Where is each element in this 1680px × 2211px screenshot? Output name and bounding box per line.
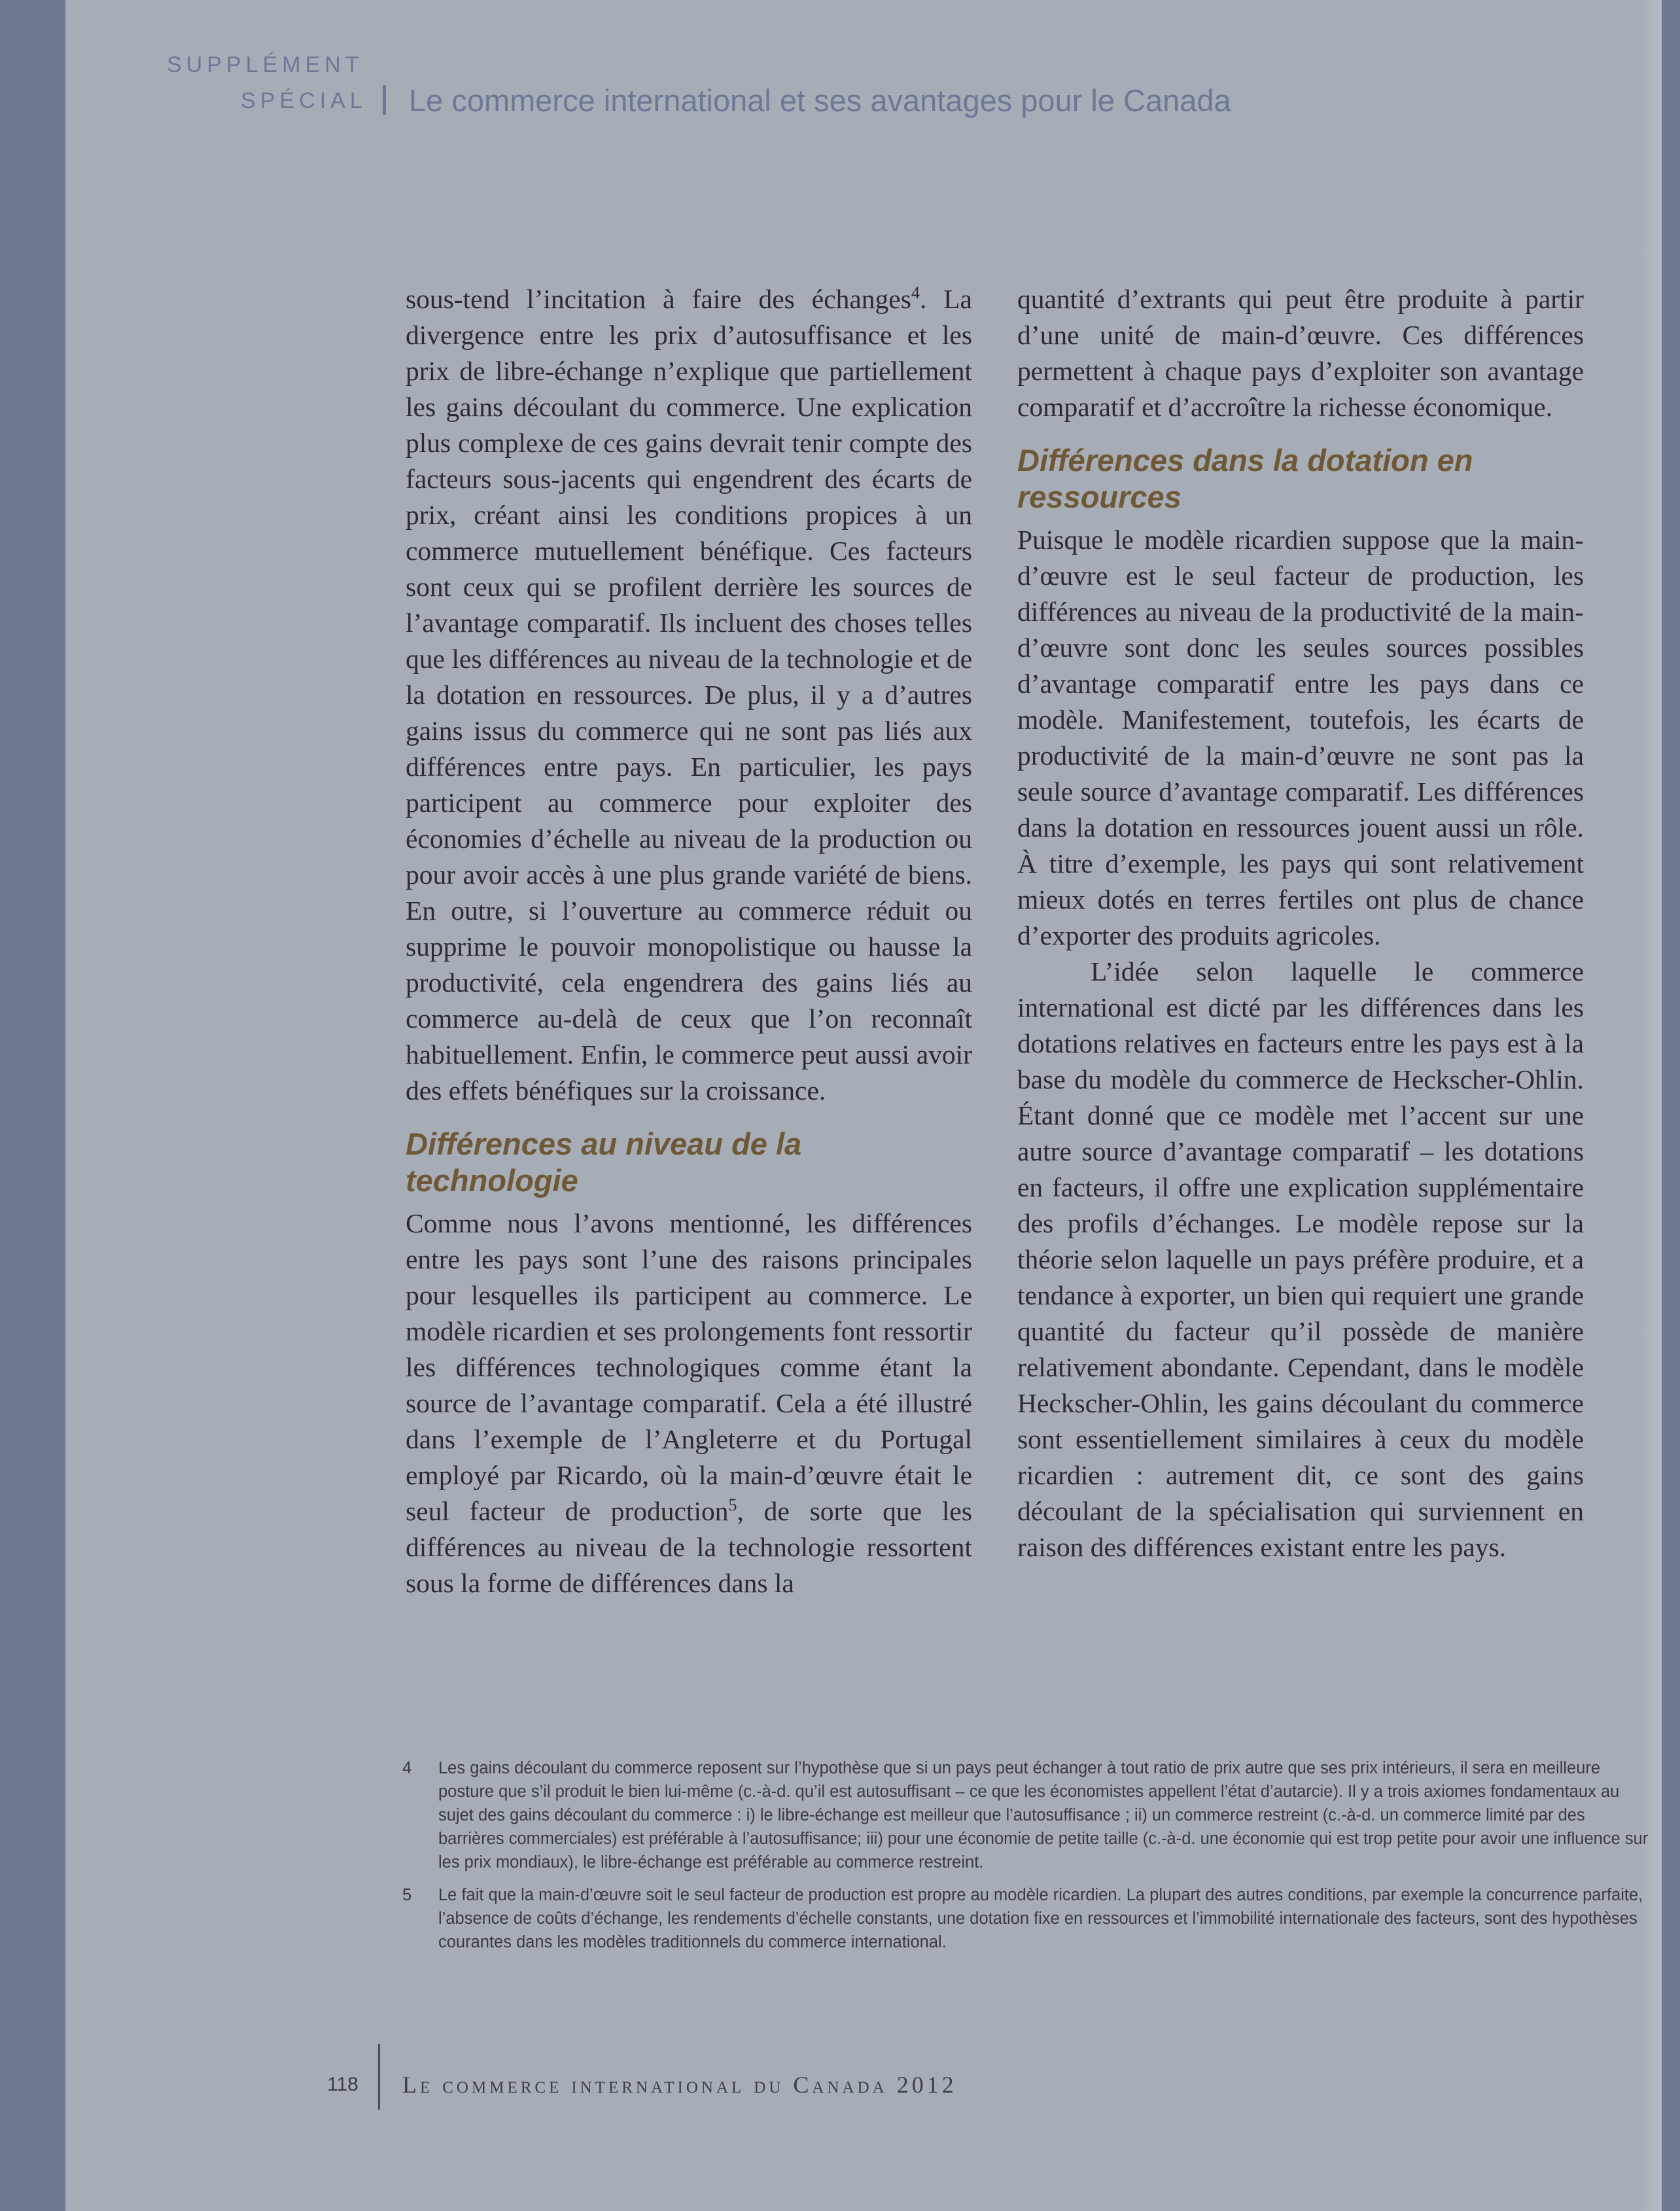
footnote-ref-5: 5 — [728, 1495, 737, 1515]
left-paragraph-2-text-a: Comme nous l’avons mentionné, les différences entre les pays sont l’une des raisons principales pour lesquelles ils participent au commerce. Le modèle ricardien et ses prolongements font ressortir les différences technologiques comme étant la source de l’avantage comparatif. Cela a été illustré dans l’exemple de l’Angleterre et du Portugal employé par Ricardo, où la main-d’œuvre était le seul facteur de production — [406, 1208, 972, 1526]
footer-divider — [378, 2044, 380, 2110]
publication-title: Le commerce international du Canada 2012 — [402, 2072, 957, 2098]
heading-technology: Différences au niveau de la technologie — [406, 1126, 802, 1198]
left-column — [406, 281, 972, 1601]
left-paragraph-1 — [406, 281, 972, 1109]
left-paragraph-1-text-b: . La divergence entre les prix d’autosuffisance et les prix de libre-échange n’explique que partiellement les gains découlant du commerce. Une explication plus complexe de ces gains devrait tenir compte des facteurs sous-jacents qui engendrent des écarts de prix, créant ainsi les conditions propices à un commerce mutuellement bénéfique. Ces facteurs sont ceux qui se profilent derrière les sources de l’avantage comparatif. Ils incluent des choses telles que les différences au niveau de la technologie et de la dotation en ressources. De plus, il y a d’autres gains issus du commerce qui ne sont pas liés aux différences entre pays. En particulier, les pays participent au commerce pour exploiter des économies d’échelle au niveau de la production ou pour avoir accès à une plus grande variété de biens. En outre, si l’ouverture au commerce réduit ou supprime le pouvoir monopolistique ou hausse la productivité, cela engendrera des gains liés au commerce au-delà de ceux que l’on reconnaît habituellement. Enfin, le commerce peut aussi avoir des effets bénéfiques sur la croissance. — [406, 284, 972, 1106]
header-supplement: SUPPLÉMENT — [167, 52, 364, 77]
header-title: Le commerce international et ses avantages pour le Canada — [409, 83, 1231, 118]
left-paragraph-2-text-b: , de sorte que les différences au niveau de la technologie ressortent sous la forme de différences dans la — [406, 1496, 972, 1598]
right-paragraph-3: L’idée selon laquelle le commerce international est dicté par les différences dans les dotations relatives en facteurs entre les pays est à la base du modèle du commerce de Heckscher-Ohlin. Étant donné que ce modèle met l’accent sur une autre source d’avantage comparatif – les dotations en facteurs, il offre une explication supplémentaire des profils d’échanges. Le modèle repose sur la théorie selon laquelle un pays préfère produire, et a tendance à exporter, un bien qui requiert une grande quantité du facteur qu’il possède de manière relativement abondante. Cependant, dans le modèle Heckscher-Ohlin, les gains découlant du commerce sont essentiellement similaires à ceux du modèle ricardien : autrement dit, ce sont des gains découlant de la spécialisation qui surviennent en raison des différences existant entre les pays. — [1017, 956, 1584, 1562]
footnote-number: 4 — [402, 1759, 412, 1777]
document-page — [65, 0, 1662, 2211]
footnote-number: 5 — [402, 1886, 412, 1904]
right-column — [1017, 281, 1584, 1565]
footnotes — [402, 1756, 1652, 1963]
footnote-ref-4: 4 — [911, 283, 920, 303]
right-paragraph-1: quantité d’extrants qui peut être produite à partir d’une unité de main-d’œuvre. Ces différences permettent à chaque pays d’exploiter son avantage comparatif et d’accroître la richesse économique. — [1017, 284, 1584, 422]
right-paragraph-2: Puisque le modèle ricardien suppose que la main-d’œuvre est le seul facteur de production, les différences au niveau de la productivité de la main-d’œuvre sont donc les seules sources possibles d’avantage comparatif entre les pays dans ce modèle. Manifestement, toutefois, les écarts de productivité de la main-d’œuvre ne sont pas la seule source d’avantage comparatif. Les différences dans la dotation en ressources jouent aussi un rôle. À titre d’exemple, les pays qui sont relativement mieux dotés en terres fertiles ont plus de chance d’exporter des produits agricoles. — [1017, 525, 1584, 950]
footnote-text: Les gains découlant du commerce reposent sur l’hypothèse que si un pays peut échanger à tout ratio de prix autre que ses prix intérieurs, il sera en meilleure posture que s’il produit le bien lui-même (c.-à-d. qu’il est autosuffisant – ce que les économistes appellent l’état d’autarcie). Il y a trois axiomes fondamentaux au sujet des gains découlant du commerce : i) le libre-échange est meilleur que l’autosuffisance ; ii) un commerce restreint (c.-à-d. un commerce limité par des barrières commerciales) est préférable à l’autosuffisance; iii) pour une économie de petite taille (c.-à-d. une économie qui est trop petite pour avoir une influence sur les prix mondiaux), le libre-échange est préférable au commerce restreint. — [438, 1759, 1649, 1872]
header-special: SPÉCIAL — [241, 88, 367, 113]
left-paragraph-2 — [406, 1206, 972, 1601]
left-paragraph-1-text-a: sous-tend l’incitation à faire des échanges — [406, 284, 911, 314]
footnote-text: Le fait que la main-d’œuvre soit le seul facteur de production est propre au modèle ricardien. La plupart des autres conditions, par exemple la concurrence parfaite, l’absence de coûts d’échange, les rendements d’échelle constants, une dotation fixe en ressources et l’immobilité internationale des facteurs, sont des hypothèses courantes dans les modèles traditionnels du commerce international. — [438, 1886, 1643, 1951]
page-number: 118 — [327, 2074, 359, 2095]
footnote-5 — [402, 1883, 1652, 1954]
footnote-4 — [402, 1756, 1652, 1874]
heading-resources: Différences dans la dotation en ressources — [1017, 443, 1473, 514]
header-divider — [383, 85, 386, 115]
